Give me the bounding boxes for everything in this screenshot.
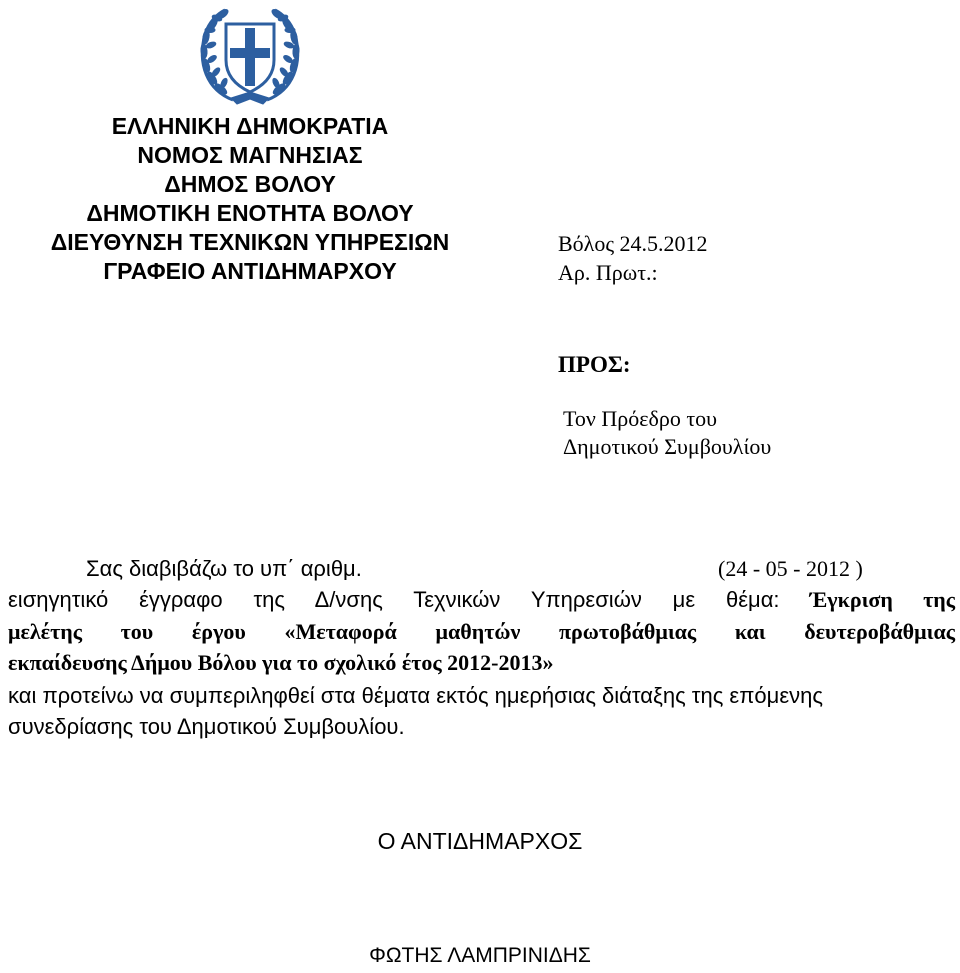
recipient-label: ΠΡΟΣ: [558, 352, 631, 377]
body-intro: Σας διαβιβάζω το υπ΄ αριθμ. [86, 556, 362, 581]
recipient-line-2: Δημοτικού Συμβουλίου [563, 434, 772, 459]
header-line-municipality: ΔΗΜΟΣ ΒΟΛΟΥ [164, 171, 336, 197]
greek-emblem-icon [193, 4, 307, 106]
body-request-line-2: συνεδρίασης του Δημοτικού Συμβουλίου. [8, 714, 405, 739]
body-reference-date: (24 - 05 - 2012 ) [718, 556, 863, 581]
body-subject-line-1: μελέτης του έργου «Μεταφορά μαθητών πρωτοβάθμιας και δευτεροβάθμιας [8, 619, 955, 644]
signature-title: Ο ΑΝΤΙΔΗΜΑΡΧΟΣ [377, 828, 583, 854]
body-line-2 [8, 585, 955, 615]
header-line-prefecture: ΝΟΜΟΣ ΜΑΓΝΗΣΙΑΣ [137, 142, 363, 168]
header-line-republic: ΕΛΛΗΝΙΚΗ ΔΗΜΟΚΡΑΤΙΑ [111, 113, 389, 139]
header-line-unit: ΔΗΜΟΤΙΚΗ ΕΝΟΤΗΤΑ ΒΟΛΟΥ [86, 200, 414, 226]
header-line-directorate: ΔΙΕΥΘΥΝΣΗ ΤΕΧΝΙΚΩΝ ΥΠΗΡΕΣΙΩΝ [50, 229, 450, 255]
signature-name: ΦΩΤΗΣ ΛΑΜΠΡΙΝΙΔΗΣ [369, 944, 591, 967]
recipient-line-1: Τον Πρόεδρο του [563, 406, 718, 431]
body-request-line-1: και προτείνω να συμπεριληφθεί στα θέματα εκτός ημερήσιας διάταξης της επόμενης [8, 683, 823, 708]
document-date: Βόλος 24.5.2012 [558, 231, 708, 256]
header-line-office: ΓΡΑΦΕΙΟ ΑΝΤΙΔΗΜΑΡΧΟΥ [103, 258, 397, 284]
protocol-number: Αρ. Πρωτ.: [558, 260, 658, 285]
body-line-2-text: εισηγητικό έγγραφο της Δ/νσης Τεχνικών Υπηρεσιών με θέμα: [8, 587, 780, 612]
body-subject-start: Έγκριση της [809, 587, 955, 612]
body-subject-line-2: εκπαίδευσης Δήμου Βόλου για το σχολικό έτος 2012-2013» [8, 650, 554, 675]
